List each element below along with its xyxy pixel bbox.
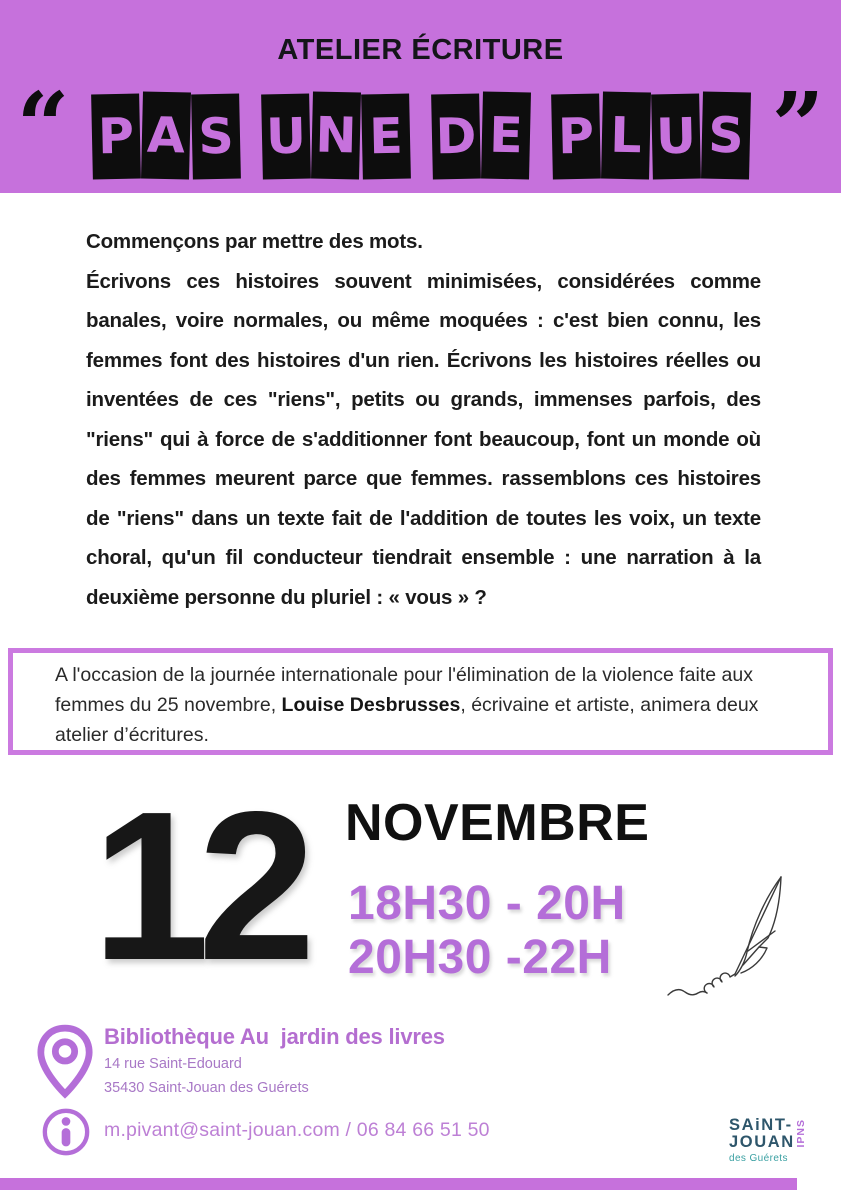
logo-line3: des Guérets bbox=[729, 1152, 788, 1164]
close-quote-icon: ” bbox=[771, 72, 825, 180]
stencil-letter-tile: S bbox=[701, 91, 751, 179]
stencil-letter-tile: N bbox=[311, 91, 361, 179]
logo-line1: SAiNT- bbox=[729, 1116, 793, 1134]
announcement-before: A l'occasion de la journée internationale pour l'élimination de la violence faite aux femmes du 25 novembre, bbox=[55, 664, 753, 716]
quill-pen-icon bbox=[662, 845, 814, 1010]
stencil-letter-tile: L bbox=[601, 91, 651, 179]
announcement-text bbox=[55, 660, 802, 750]
header-banner bbox=[0, 0, 841, 193]
header-kicker: ATELIER ÉCRITURE bbox=[277, 34, 564, 66]
stencil-words bbox=[92, 94, 750, 179]
logo-line2: JOUAN bbox=[729, 1132, 795, 1151]
saint-jouan-logo bbox=[729, 1117, 795, 1164]
location-name: Bibliothèque Au jardin des livres bbox=[104, 1024, 445, 1049]
event-month: NOVEMBRE bbox=[345, 794, 650, 852]
stencil-letter-tile: U bbox=[651, 94, 701, 180]
open-quote-icon: “ bbox=[16, 72, 70, 180]
stencil-letter-tile: U bbox=[261, 94, 311, 180]
contact-email-phone: m.pivant@saint-jouan.com / 06 84 66 51 50 bbox=[104, 1119, 490, 1141]
stencil-word bbox=[92, 94, 240, 179]
event-time-1: 18H30 - 20H bbox=[348, 877, 626, 930]
intro-body: Écrivons ces histoires souvent minimisées, considérées comme banales, voire normales, ou même moquées : c'est bien connu, les femmes font des histoires d'un rien. Écrivons les histoires réelles ou inventées de ces "riens", petits ou grands, immenses parfois, des "riens" qui à force de s'additionner font beaucoup, font un monde où des femmes meurent parce que femmes. rassemblons ces histoires de "riens" dans un texte fait de l'addition de toutes les voix, un texte choral, qu'un fil conducteur tiendrait ensemble : une narration à la deuxième personne du pluriel : « vous » ? bbox=[86, 269, 761, 609]
intro-lead: Commençons par mettre des mots. bbox=[86, 230, 423, 253]
location-address-line1: 14 rue Saint-Edouard bbox=[104, 1056, 242, 1072]
stencil-letter-tile: P bbox=[551, 94, 601, 180]
stencil-title bbox=[0, 72, 841, 180]
stencil-letter-tile: E bbox=[481, 91, 531, 179]
stencil-letter-tile: E bbox=[361, 94, 411, 180]
author-name: Louise Desbrusses bbox=[281, 694, 461, 716]
location-pin-icon bbox=[36, 1022, 94, 1102]
stencil-word bbox=[552, 94, 750, 179]
location-address-line2: 35430 Saint-Jouan des Guérets bbox=[104, 1080, 309, 1096]
event-time-2: 20H30 -22H bbox=[348, 931, 612, 984]
announcement-after: , écrivaine et artiste, animera deux atelier d’écritures. bbox=[55, 694, 759, 746]
intro-section bbox=[86, 222, 761, 617]
event-day: 12 bbox=[92, 767, 304, 1004]
stencil-letter-tile: A bbox=[141, 91, 191, 179]
info-icon bbox=[41, 1107, 91, 1157]
bottom-purple-bar bbox=[0, 1178, 797, 1190]
stencil-letter-tile: D bbox=[431, 94, 481, 180]
stencil-letter-tile: P bbox=[91, 94, 141, 180]
announcement-box bbox=[8, 648, 833, 755]
stencil-word bbox=[432, 94, 530, 179]
stencil-word bbox=[262, 94, 410, 179]
ipns-label: IPNS bbox=[795, 1119, 807, 1148]
stencil-letter-tile: S bbox=[191, 94, 241, 180]
